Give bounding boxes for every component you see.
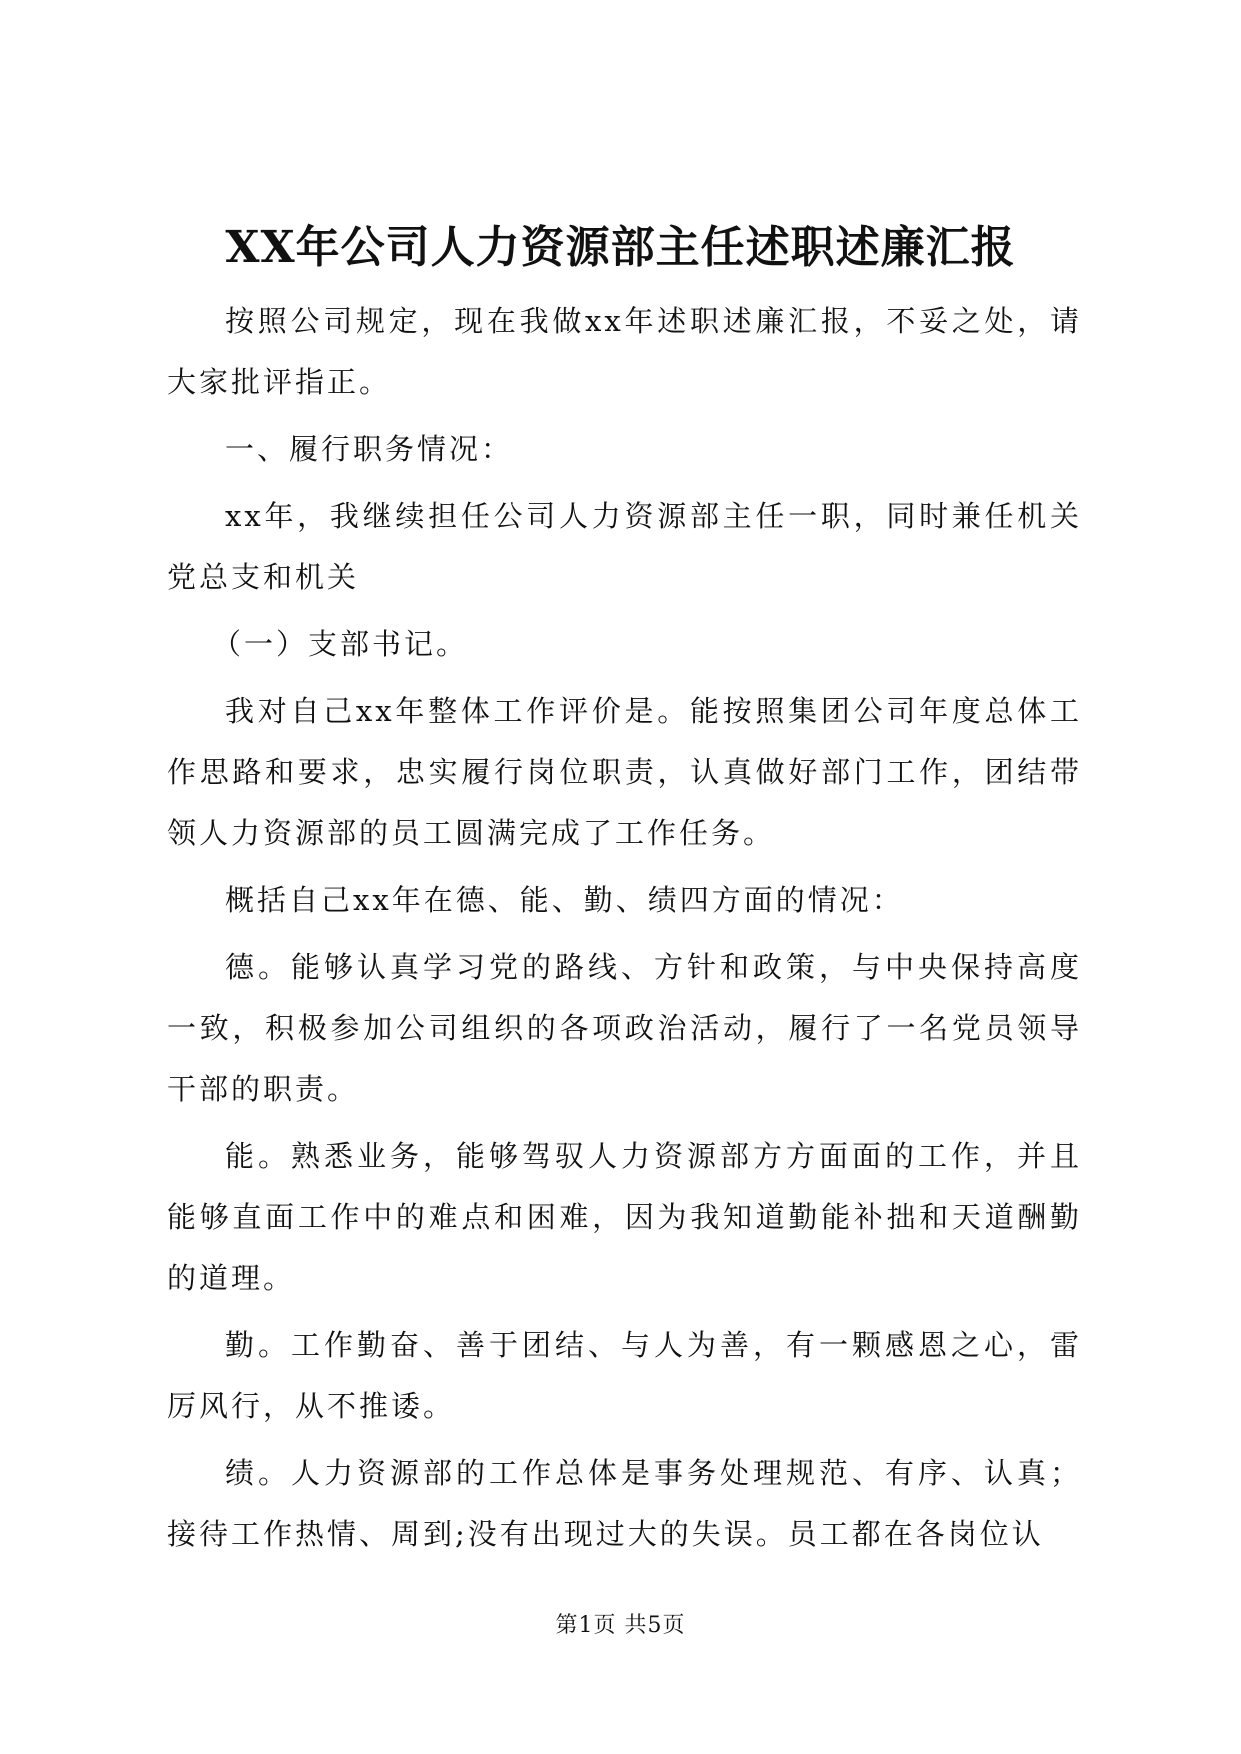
paragraph-summary: 概括自己xx年在德、能、勤、绩四方面的情况：: [225, 883, 904, 917]
paragraph-diligence: 勤。工作勤奋、善于团结、与人为善，有一颗感恩之心，雷厉风行，从不推诿。: [167, 1328, 1082, 1423]
paragraph-section-heading: 一、履行职务情况：: [225, 432, 514, 466]
document-title: XX年公司人力资源部主任述职述廉汇报: [225, 222, 1016, 273]
paragraph-position: xx年，我继续担任公司人力资源部主任一职，同时兼任机关党总支和机关: [167, 499, 1082, 594]
paragraph-evaluation: 我对自己xx年整体工作评价是。能按照集团公司年度总体工作思路和要求，忠实履行岗位职责，认真做好部门工作，团结带领人力资源部的员工圆满完成了工作任务。: [167, 694, 1082, 850]
paragraph-subsection: （一）支部书记。: [211, 627, 468, 661]
paragraph-virtue: 德。能够认真学习党的路线、方针和政策，与中央保持高度一致，积极参加公司组织的各项政治活动，履行了一名党员领导干部的职责。: [167, 950, 1082, 1106]
paragraph-achievement: 绩。人力资源部的工作总体是事务处理规范、有序、认真；接待工作热情、周到;没有出现过大的失误。员工都在各岗位认: [167, 1456, 1082, 1551]
document-body: [167, 291, 1082, 1571]
paragraph-intro: 按照公司规定，现在我做xx年述职述廉汇报，不妥之处，请大家批评指正。: [167, 304, 1082, 399]
page-footer: 第1页 共5页: [555, 1613, 686, 1638]
paragraph-ability: 能。熟悉业务，能够驾驭人力资源部方方面面的工作，并且能够直面工作中的难点和困难，因为我知道勤能补拙和天道酬勤的道理。: [167, 1139, 1082, 1295]
